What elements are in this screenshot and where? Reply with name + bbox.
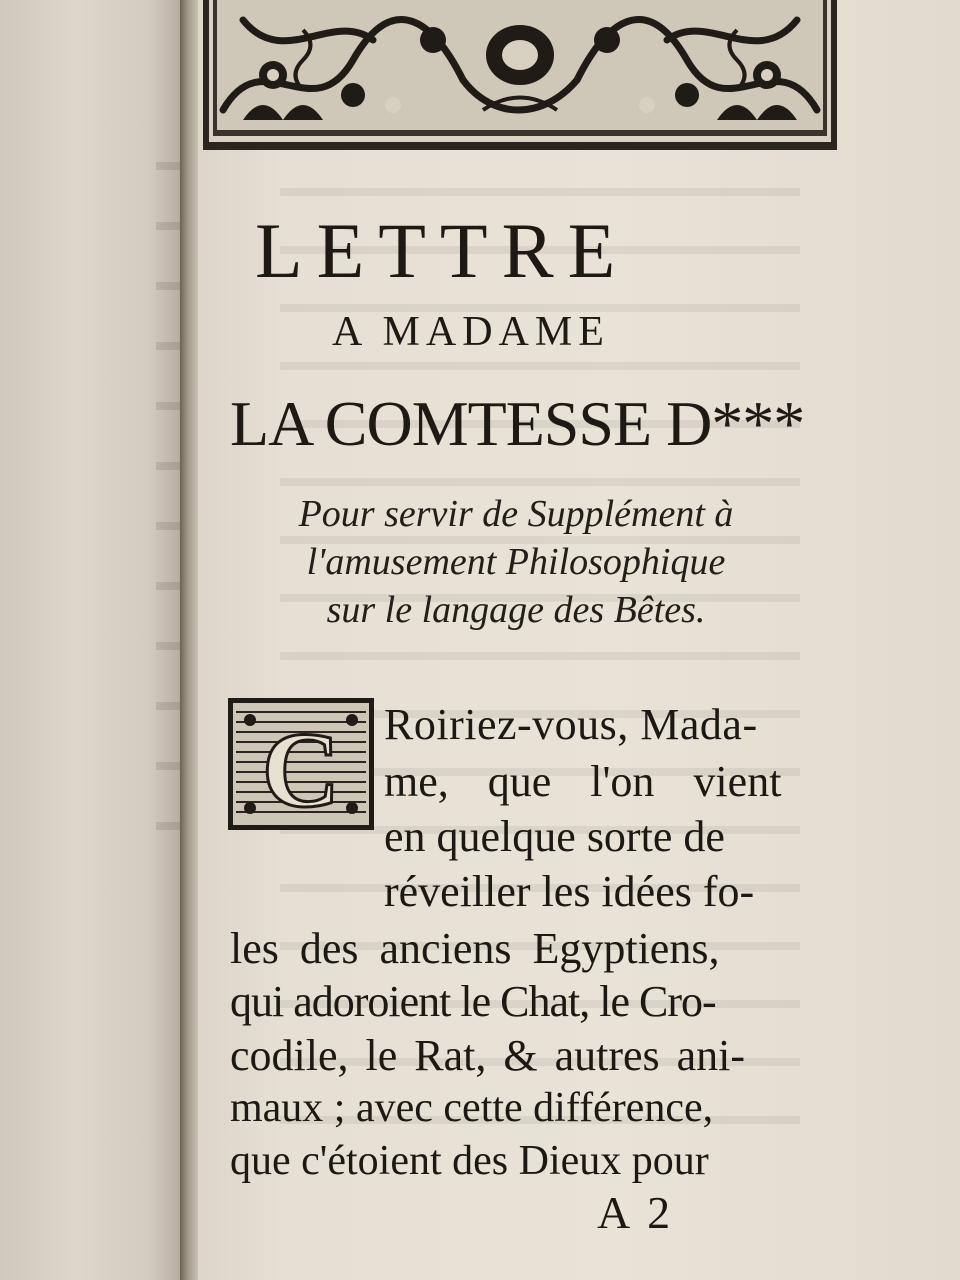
body-line: Roiriez-vous, Mada-: [384, 700, 758, 749]
decorated-initial: [228, 698, 374, 830]
body-line: en quelque sorte de: [384, 812, 725, 861]
body-line: maux ; avec cette différence,: [230, 1085, 714, 1131]
initial-woodcut-icon: [228, 698, 374, 830]
body-line: me, que l'on vient: [384, 757, 782, 806]
subtitle-line: l'amusement Philosophique: [306, 541, 726, 583]
book-gutter: [180, 0, 198, 1280]
body-line: qui adoroient le Chat, le Cro-: [230, 977, 716, 1026]
title-comtesse: LA COMTESSE D***: [230, 388, 805, 459]
title-a-madame: A MADAME: [332, 309, 610, 355]
body-line: les des anciens Egyptiens,: [230, 924, 720, 973]
body-line: codile, le Rat, & autres ani-: [230, 1031, 746, 1080]
ornamental-headpiece: [203, 0, 837, 150]
subtitle-line: sur le langage des Bêtes.: [326, 589, 706, 631]
initial-letter: C: [262, 711, 340, 830]
subtitle-line: Pour servir de Supplément à: [298, 493, 734, 535]
left-page: [0, 0, 186, 1280]
signature-mark: A 2: [597, 1187, 675, 1238]
body-line: que c'étoient des Dieux pour: [230, 1138, 709, 1184]
floral-ornament-icon: [203, 0, 837, 150]
body-line: réveiller les idées fo-: [384, 867, 755, 916]
title-lettre: LETTRE: [255, 207, 630, 294]
subtitle: [236, 490, 796, 634]
